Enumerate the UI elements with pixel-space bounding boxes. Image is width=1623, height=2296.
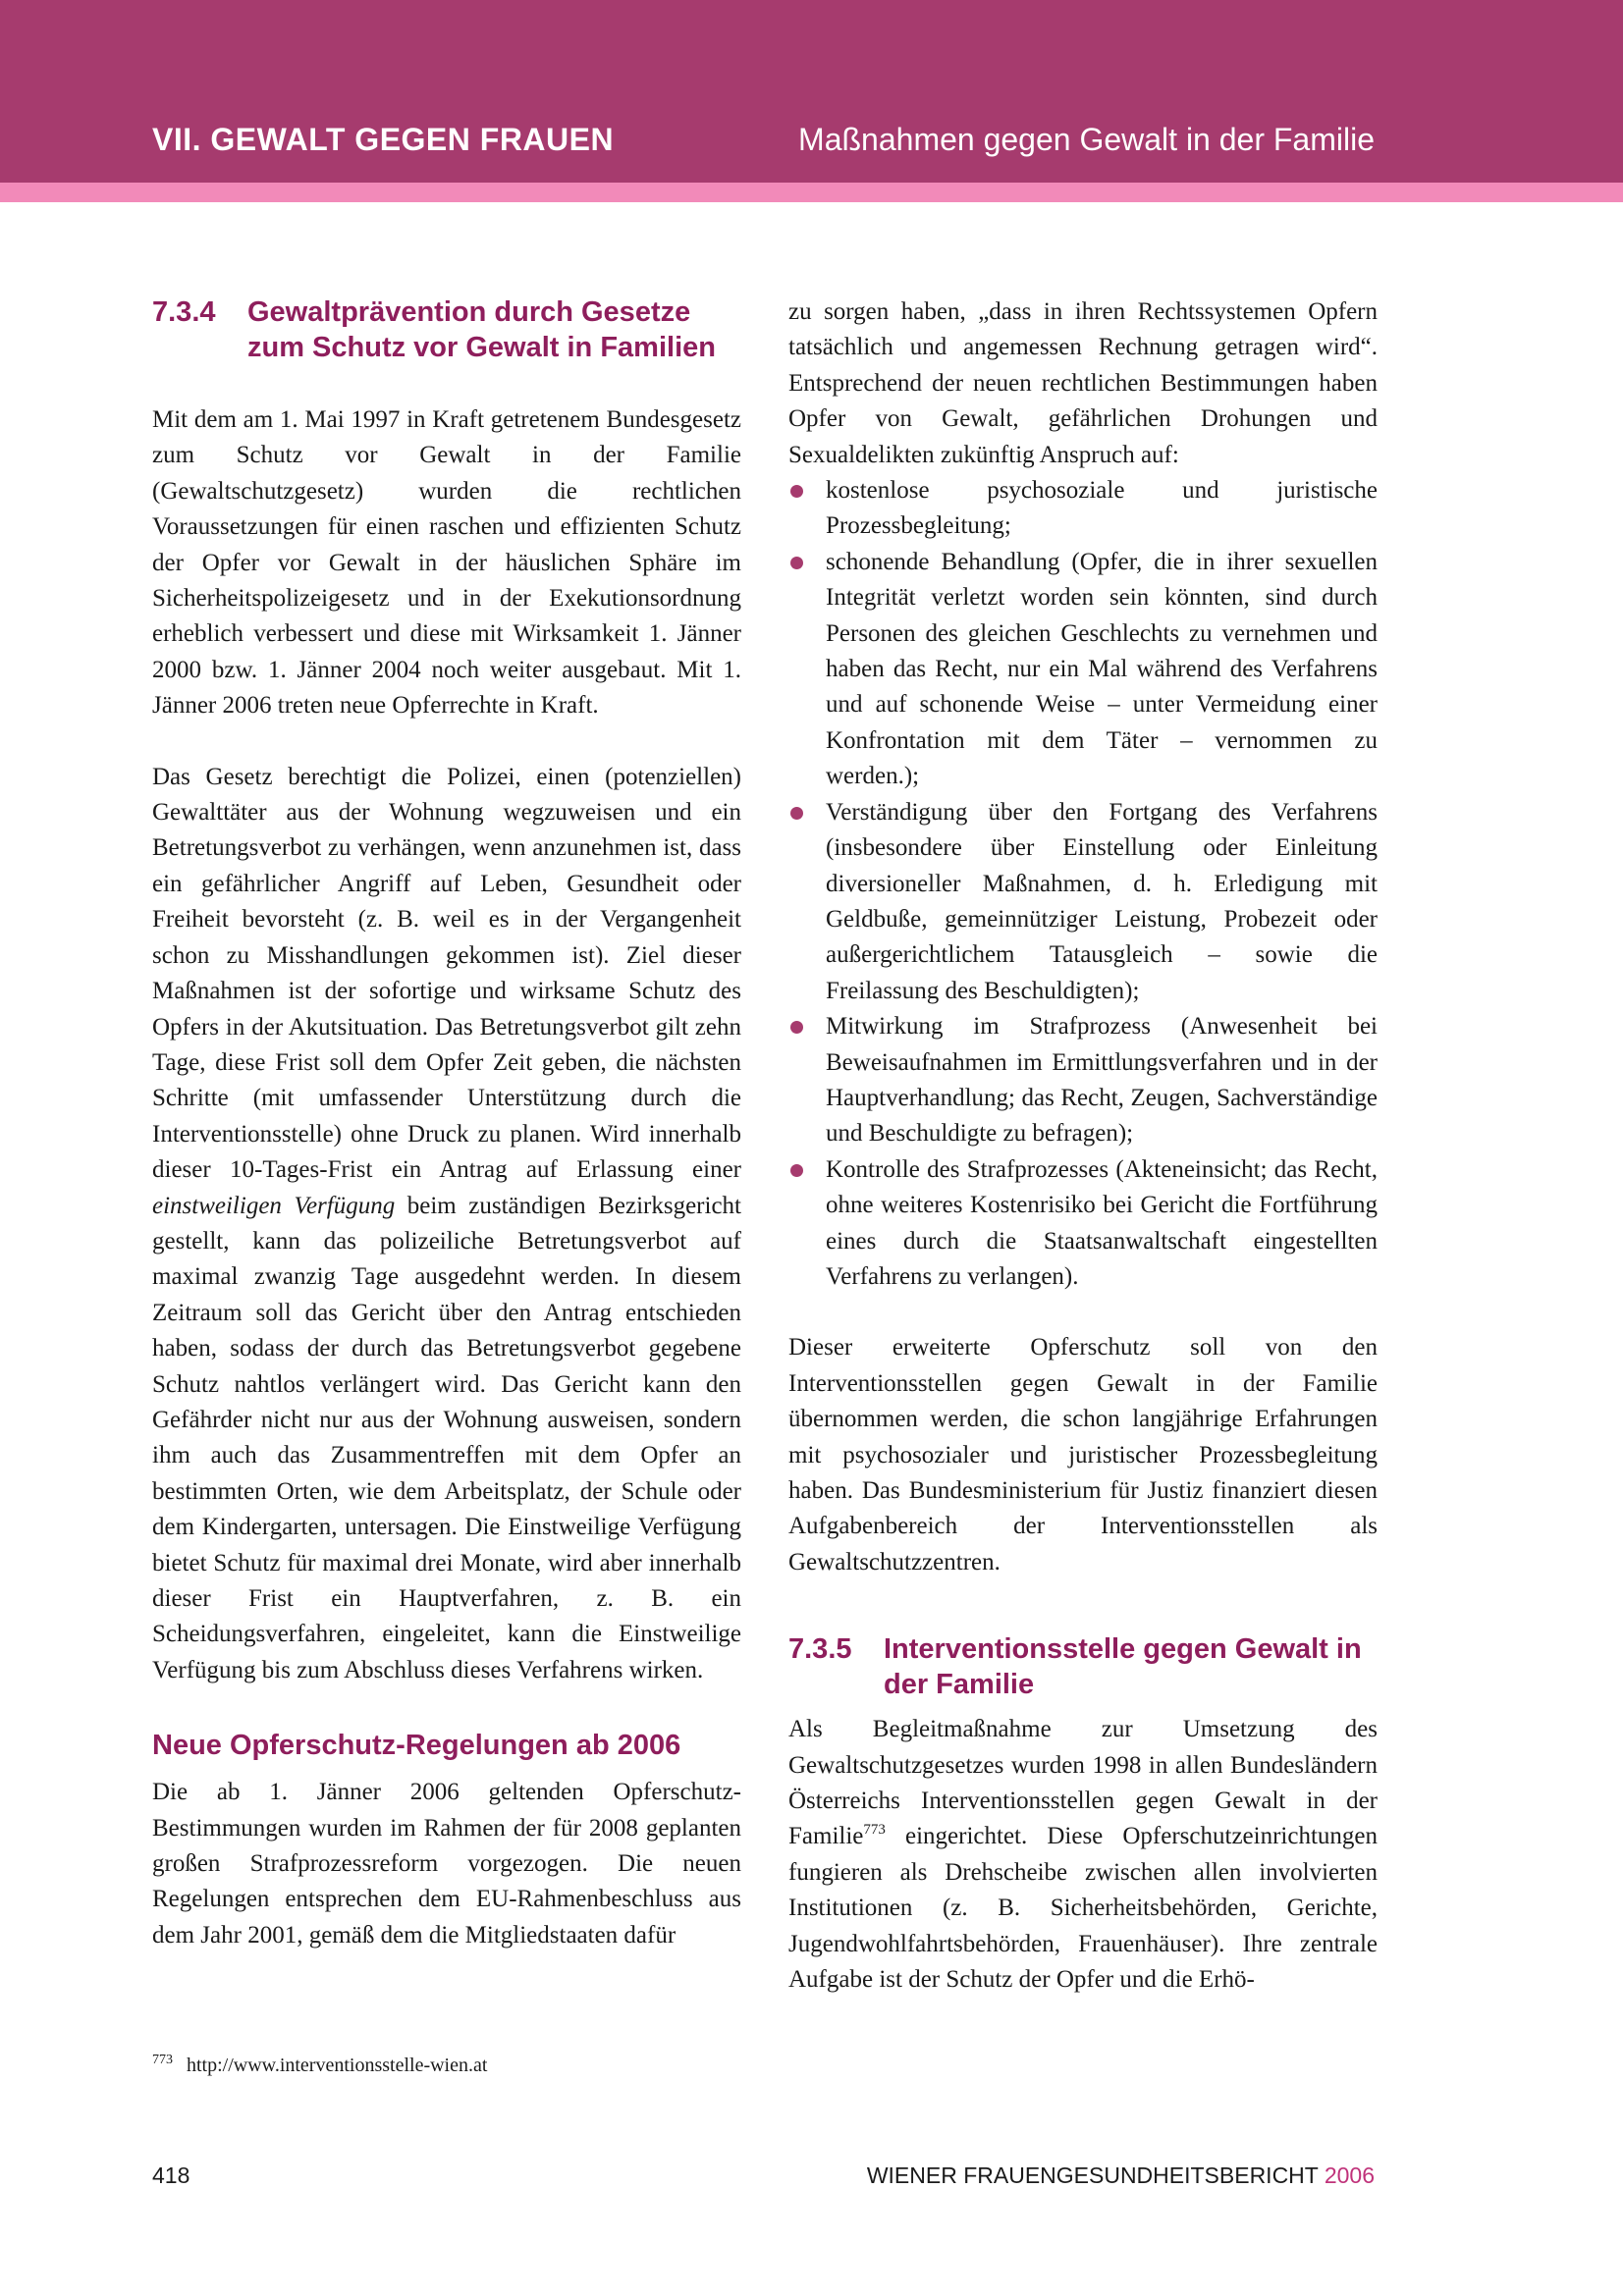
heading-number: 7.3.5 xyxy=(788,1633,852,1666)
list-item xyxy=(788,473,1378,545)
bullet-icon xyxy=(790,485,803,498)
paragraph-2-text-a: Das Gesetz berechtigt die Polizei, einen (potenziellen) Gewalttäter aus der Wohnung wegzuweisen und ein Betretungsverbot zu verhängen, wenn anzunehmen ist, dass ein gefährlicher Angriff auf Leben, Gesundheit oder Freiheit bevorsteht (z. B. weil es in der Vergangenheit schon zu Misshandlungen gekommen ist). Ziel dieser Maßnahmen ist der sofortige und wirksame Schutz des Opfers in der Akutsituation. Das Betretungsverbot gilt zehn Tage, diese Frist soll dem Opfer Zeit geben, die nächsten Schritte (mit umfassender Unterstützung durch die Interventionsstelle) ohne Druck zu planen. Wird innerhalb dieser 10-Tages-Frist ein Antrag auf Erlassung einer xyxy=(152,763,741,1184)
paragraph-2 xyxy=(152,760,741,1689)
heading-text: Interventionsstelle gegen Gewalt in der Familie xyxy=(884,1633,1362,1701)
list-item-text: kostenlose psychosoziale und juristische Prozessbegleitung; xyxy=(826,477,1378,540)
list-item-text: schonende Behandlung (Opfer, die in ihrer sexuellen Integrität verletzt worden sein könnten, sind durch Personen des gleichen Geschlechts zu vernehmen und haben das Recht, nur ein Mal während des Verfahrens und auf schonende Weise – unter Vermeidung einer Konfrontation mit dem Täter – vernommen zu werden.); xyxy=(826,548,1378,790)
list-item xyxy=(788,1152,1378,1296)
header-stripe xyxy=(0,183,1623,202)
paragraph-continued: zu sorgen haben, „dass in ihren Rechtssystemen Opfern tatsächlich und angemessen Rechnung getragen wird“. Entsprechend der neuen rechtlichen Bestimmungen haben Opfer von Gewalt, gefährlichen Drohungen und Sexualdelikten zukünftig Anspruch auf: xyxy=(788,298,1378,468)
list-item xyxy=(788,1009,1378,1152)
paragraph-3: Die ab 1. Jänner 2006 geltenden Opferschutz-Bestimmungen wurden im Rahmen der für 2008 geplanten großen Strafprozessreform vorgezogen. Die neuen Regelungen entsprechen dem EU-Rahmenbeschluss aus dem Jahr 2001, gemäß dem die Mitgliedstaaten dafür xyxy=(152,1779,741,1949)
chapter-title: VII. GEWALT GEGEN FRAUEN xyxy=(152,122,615,157)
heading-number: 7.3.4 xyxy=(152,296,216,328)
footnote xyxy=(152,2048,487,2078)
header-band xyxy=(0,0,1623,183)
list-item xyxy=(788,545,1378,795)
section-title: Maßnahmen gegen Gewalt in der Familie xyxy=(798,122,1375,157)
footnote-number: 773 xyxy=(152,2053,173,2067)
report-title xyxy=(867,2163,1375,2189)
list-item-text: Mitwirkung im Strafprozess (Anwesenheit bei Beweisaufnahmen im Ermittlungsverfahren und in der Hauptverhandlung; das Recht, Zeugen, Sachverständige und Beschuldigte zu befragen); xyxy=(826,1013,1378,1148)
subheading-opferschutz: Neue Opferschutz-Regelungen ab 2006 xyxy=(152,1730,681,1762)
paragraph-2-text-b: beim zuständigen Bezirksgericht gestellt, kann das polizeiliche Betretungsverbot auf maximal zwanzig Tage ausgedehnt werden. In diesem Zeitraum soll das Gericht über den Antrag entschieden haben, sodass der durch das Betretungsverbot gegebene Schutz nahtlos verlängert wird. Das Gericht kann den Gefährder nicht nur aus der Wohnung ausweisen, sondern ihm auch das Zusammentreffen mit dem Opfer an bestimmten Orten, wie dem Arbeitsplatz, der Schule oder dem Kindergarten, untersagen. Die Einstweilige Verfügung bietet Schutz für maximal drei Monate, wird aber innerhalb dieser Frist ein Hauptverfahren, z. B. ein Scheidungsverfahren, eingeleitet, kann die Einstweilige Verfügung bis zum Abschluss dieses Verfahrens wirken. xyxy=(152,1192,741,1683)
heading-7-3-4 xyxy=(152,294,741,365)
footnote-link[interactable]: http://www.interventionsstelle-wien.at xyxy=(187,2055,488,2076)
list-item xyxy=(788,795,1378,1009)
paragraph-last-text-b: eingerichtet. Diese Opferschutzeinrichtungen fungieren als Drehscheibe zwischen allen involvierten Institutionen (z. B. Sicherheitsbehörden, Gerichte, Jugendwohlfahrtsbehörden, Frauenhäuser). Ihre zentrale Aufgabe ist der Schutz der Opfer und die Erhö- xyxy=(788,1823,1378,1994)
heading-7-3-5 xyxy=(788,1631,1378,1702)
left-column xyxy=(152,294,741,1953)
right-column xyxy=(788,294,1378,1998)
footnote-reference: 773 xyxy=(863,1822,886,1839)
rights-list xyxy=(788,473,1378,1295)
report-title-text: WIENER FRAUENGESUNDHEITSBERICHT xyxy=(866,2163,1319,2188)
bullet-icon xyxy=(790,1021,803,1034)
list-item-text: Kontrolle des Strafprozesses (Akteneinsicht; das Recht, ohne weiteres Kostenrisiko bei Gericht die Fortführung eines durch die Staatsanwaltschaft eingestellten Verfahrens zu verlangen). xyxy=(826,1155,1378,1290)
paragraph-2-emphasis: einstweiligen Verfügung xyxy=(152,1192,396,1219)
paragraph-1: Mit dem am 1. Mai 1997 in Kraft getretenem Bundesgesetz zum Schutz vor Gewalt in der Familie (Gewaltschutzgesetz) wurden die rechtlichen Voraussetzungen für einen raschen und effizienten Schutz der Opfer vor Gewalt in der häuslichen Sphäre im Sicherheitspolizeigesetz und in der Exekutionsordnung erheblich verbessert und diese mit Wirksamkeit 1. Jänner 2000 bzw. 1. Jänner 2004 noch weiter ausgebaut. Mit 1. Jänner 2006 treten neue Opferrechte in Kraft. xyxy=(152,406,741,720)
list-item-text: Verständigung über den Fortgang des Verfahrens (insbesondere über Einstellung oder Einleitung diversioneller Maßnahmen, d. h. Erledigung mit Geldbuße, gemeinnütziger Leistung, Probezeit oder außergerichtlichem Tatausgleich – sowie die Freilassung des Beschuldigten); xyxy=(826,798,1378,1004)
bullet-icon xyxy=(790,807,803,820)
report-year: 2006 xyxy=(1324,2163,1375,2188)
paragraph-after-list: Dieser erweiterte Opferschutz soll von den Interventionsstellen gegen Gewalt in der Familie übernommen werden, die schon langjährige Erfahrungen mit psychosozialer und juristischer Prozessbegleitung haben. Das Bundesministerium für Justiz finanziert diesen Aufgabenbereich der Interventionsstellen als Gewaltschutzzentren. xyxy=(788,1334,1378,1575)
bullet-icon xyxy=(790,557,803,569)
heading-text: Gewaltprävention durch Gesetze zum Schutz vor Gewalt in Familien xyxy=(247,296,716,363)
page-number: 418 xyxy=(152,2163,190,2188)
bullet-icon xyxy=(790,1164,803,1177)
paragraph-last xyxy=(788,1712,1378,1998)
paragraph-last-text-a: Als Begleitmaßnahme zur Umsetzung des Gewaltschutzgesetzes wurden 1998 in allen Bundesländern Österreichs Interventionsstellen gegen Gewalt in der Familie xyxy=(788,1716,1378,1850)
